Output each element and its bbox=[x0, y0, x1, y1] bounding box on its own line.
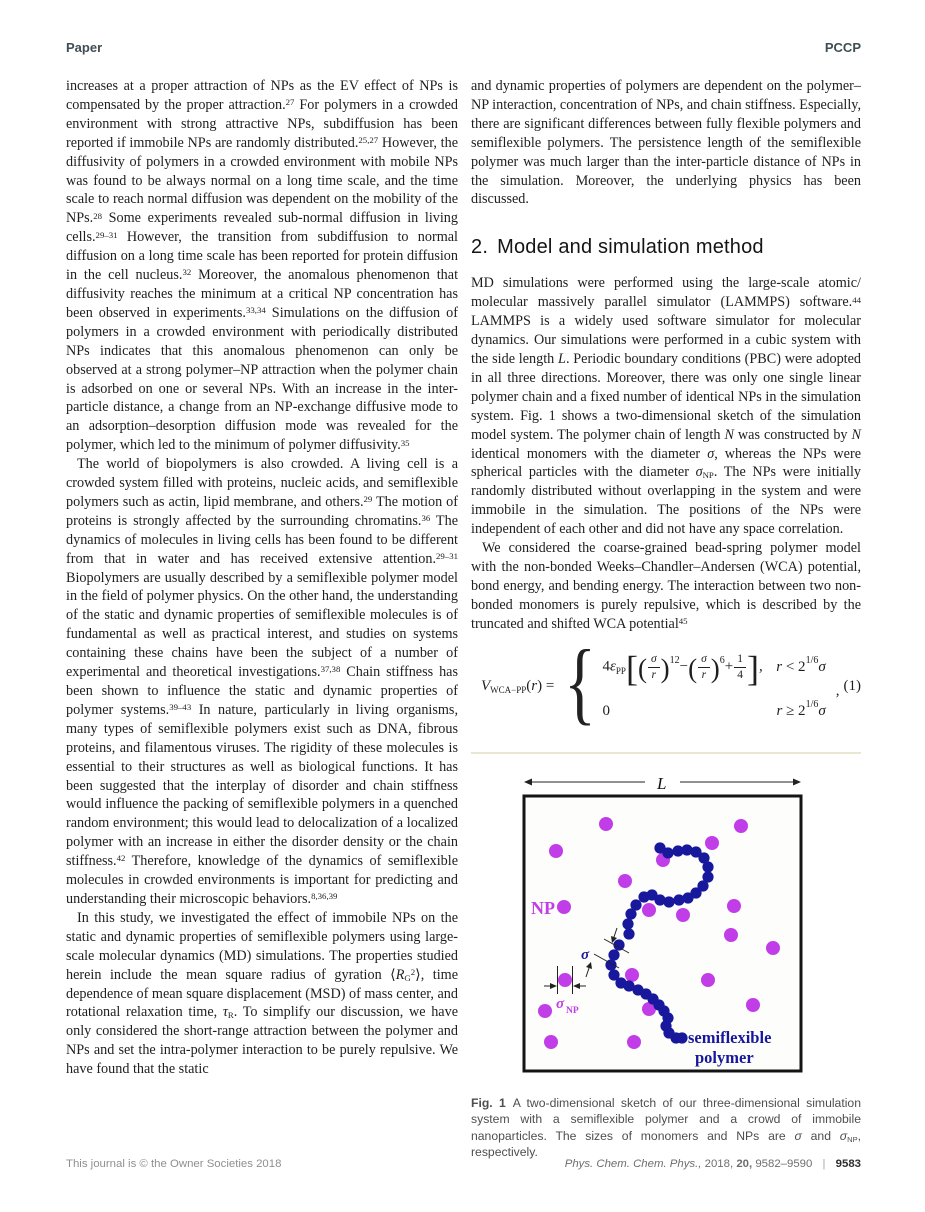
header-article-type: Paper bbox=[66, 40, 103, 55]
figure-caption-text: A two-dimensional sketch of our three-dimensional simulation system with a semiflexible polymer and a crowd of immobile nanoparticles. The sizes of monomers and NPs are σ and σNP, respectively. bbox=[471, 1096, 861, 1160]
equation-cases bbox=[602, 649, 836, 719]
sigma-label: σ bbox=[581, 947, 590, 964]
nanoparticle-dot bbox=[766, 941, 780, 955]
nanoparticle-dot bbox=[558, 973, 572, 987]
footer-page-number: 9583 bbox=[835, 1158, 861, 1170]
footer-volume: 20, bbox=[736, 1158, 753, 1170]
nanoparticle-dot bbox=[676, 908, 690, 922]
nanoparticle-dot bbox=[746, 998, 760, 1012]
nanoparticle-dot bbox=[627, 1035, 641, 1049]
nanoparticle-dot bbox=[538, 1004, 552, 1018]
figure-svg bbox=[519, 768, 811, 1080]
paragraph: In this study, we investigated the effect of immobile NPs on the static and dynamic properties of semiflexible polymers using large-scale molecular dynamics (MD) simulations. The properties studied herein include the mean square radius of gyration $⟨RG^2⟩$, time dependence of mean square displacement (MSD) of mass center, and rotational relaxation time, τR. To simplify our discussion, we have only considered the short-range attraction between the polymer and NPs and set the intra-polymer interaction to be purely repulsive. We have found that the static bbox=[66, 909, 458, 1078]
section-title: Model and simulation method bbox=[497, 236, 764, 259]
polymer-bead bbox=[623, 928, 634, 939]
equation-lhs: $V_{WCA-PP}(r)$ = bbox=[481, 678, 555, 696]
equation-1 bbox=[471, 630, 861, 736]
polymer-bead bbox=[673, 894, 684, 905]
nanoparticle-dot bbox=[734, 819, 748, 833]
nanoparticle-dot bbox=[724, 928, 738, 942]
nanoparticle-dot bbox=[701, 973, 715, 987]
footer-year: 2018, bbox=[704, 1158, 734, 1170]
case2-condition: $r \ge 2^{1/6}\sigma$ bbox=[776, 698, 826, 719]
equation-case-1 bbox=[602, 649, 836, 690]
figure-caption-tag: Fig. 1 bbox=[471, 1096, 506, 1111]
np-label: NP bbox=[531, 898, 555, 919]
sigma-np-subscript: NP bbox=[566, 1006, 579, 1017]
polymer-bead bbox=[625, 908, 636, 919]
two-column-body bbox=[66, 77, 861, 1161]
footer-copyright: This journal is © the Owner Societies 2018 bbox=[66, 1158, 282, 1170]
figure-1 bbox=[519, 768, 811, 1085]
sigma-np-label: σ bbox=[556, 996, 565, 1013]
polymer-bead bbox=[662, 847, 673, 858]
case2-expression: 0 bbox=[602, 702, 610, 719]
svg-text:polymer: polymer bbox=[695, 1048, 754, 1068]
paragraph: increases at a proper attraction of NPs as the EV effect of NPs is compensated by the proper attraction.$^{27}$ For polymers in a crowded environment with strong attractive NPs, subdiffusion has been reported if immobile NPs are randomly distributed.$^{25,27}$ However, the diffusivity of polymers in a crowded environment with mobile NPs was found to be always normal on a long time scale, and the time scale to reach normal diffusion was dependent on the mobility of the NPs.$^{28}$ Some experiments revealed sub-normal diffusion in living cells.$^{29-31}$ However, the transition from subdiffusion to normal diffusion on a long time scale has been reported for protein diffusion in the cell nucleus.$^{32}$ Moreover, the anomalous phenomenon that diffusivity reaches the minimum at a critical NP concentration has been observed in experiments.$^{33,34}$ Simulations on the diffusion of polymers in a crowded environment with periodically distributed NPs indicates that this anomalous phenomenon can only be observed at a strong polymer–NP attraction when the polymer chain is adsorbed on one or several NPs. With an increase in the inter-particle distance, a change from an NP-exchange diffusive mode to an adsorption–desorption diffusion mode was revealed for the polymer, which led to the minimum of polymer diffusivity.$^{35}$ bbox=[66, 78, 459, 454]
arrowhead-left-icon bbox=[524, 779, 532, 786]
case1-condition: $r < 2^{1/6}\sigma$ bbox=[776, 655, 826, 676]
figure-caption bbox=[471, 1095, 861, 1161]
dimension-line-L bbox=[524, 774, 801, 793]
right-column bbox=[471, 77, 861, 1161]
arrowhead-right-icon bbox=[793, 779, 801, 786]
equation-brace: { bbox=[564, 630, 597, 733]
case1-expression: $4\varepsilon_{PP}$[( $\frac{\sigma}{r}$ )$^{12}$−( $\frac{\sigma}{r}$ )$^6$+ $\frac{1}{4}$ ], bbox=[602, 649, 763, 690]
polymer-bead bbox=[676, 1032, 687, 1043]
footer-pages: 9582–9590 bbox=[755, 1158, 813, 1170]
page-footer bbox=[66, 1158, 861, 1170]
footer-journal-name: Phys. Chem. Chem. Phys., bbox=[564, 1158, 702, 1170]
nanoparticle-dot bbox=[544, 1035, 558, 1049]
polymer-bead bbox=[622, 918, 633, 929]
equation-case-2 bbox=[602, 698, 836, 720]
nanoparticle-dot bbox=[727, 899, 741, 913]
polymer-bead bbox=[702, 861, 713, 872]
nanoparticle-dot bbox=[557, 900, 571, 914]
page-header bbox=[66, 40, 861, 55]
nanoparticle-dot bbox=[599, 817, 613, 831]
paragraph: MD simulations were performed using the large-scale atomic/ molecular massively parallel simulator (LAMMPS) software.$^{44}$ LAMMPS is a widely used software simulator for molecular dynamics. Our simulations were performed in a cubic system with the side length L. Periodic boundary conditions (PBC) were adopted in all three directions. Moreover, there was only one single linear polymer chain and a fixed number of identical NPs in the simulation system. Fig. 1 shows a two-dimensional sketch of the simulation model system. The polymer chain of length N was constructed by N identical monomers with the diameter σ, whereas the NPs were spherical particles with the diameter σNP. The NPs were initially randomly distributed without overlapping in the system and were immobile in the simulation. The positions of the NPs were independent of each other and did not have any space correlation. bbox=[471, 275, 861, 538]
paragraph: and dynamic properties of polymers are dependent on the polymer–NP interaction, concentration of NPs, and chain stiffness. Especially, there are significant differences between fully flexible polymers and semiflexible polymers. The persistence length of the semiflexible polymer was much larger than the inter-particle distance of NPs in the simulation. Moreover, the underlying physics has been discussed. bbox=[471, 78, 861, 208]
nanoparticle-dot bbox=[705, 836, 719, 850]
equation-comma: , bbox=[835, 683, 840, 700]
nanoparticle-dot bbox=[549, 844, 563, 858]
paragraph: The world of biopolymers is also crowded. A living cell is a crowded system filled with proteins, nucleic acids, and semiflexible polymers such as actin, lipid membrane, and others.$^{29}$ The motion of proteins is strongly affected by the surrounding chromatins.$^{36}$ The dynamics of molecules in living cells has been found to be different from that in water and has received extensive attention.$^{29-31}$ Biopolymers are usually described by a semiflexible polymer model in the field of polymer physics. On the other hand, the understanding of the static and dynamic properties of semiflexible molecules is of fundamental as well as practical interest, and studies on systems containing these chains have been the subject of a number of experimental and theoretical investigations.$^{37,38}$ Chain stiffness has been shown to influence the static and dynamic properties of polymer systems.$^{39-43}$ In nature, particularly in living organisms, many types of semiflexible polymers exist such as DNA, fibrous proteins, and filamentous viruses. The rigidity of these molecules is essential to their structures as well as biological functions. It has been suggested that the interplay of disorder and chain stiffness would influence the packing of semiflexible polymers in a quenched random environment; this would lead to delocalization of a localized polymer with an increase in either the disorder density or the chain stiffness.$^{42}$ Therefore, knowledge of the dynamics of semiflexible molecules in crowded environments is important for predicting and understanding their microscopic behaviors.$^{8,36,39}$ bbox=[66, 456, 458, 907]
section-divider-rule bbox=[471, 752, 861, 755]
left-column bbox=[66, 77, 458, 1161]
polymer-bead bbox=[638, 891, 649, 902]
header-journal-abbr: PCCP bbox=[824, 40, 861, 55]
equation-number: (1) bbox=[843, 678, 861, 695]
footer-separator: | bbox=[822, 1158, 826, 1170]
paragraph: We considered the coarse-grained bead-spring polymer model with the non-bonded Weeks–Chandler–Andersen (WCA) potential, bond energy, and bending energy. The interaction between two non-bonded monomers is purely repulsive, which is described by the truncated and shifted WCA potential$^{45}$ bbox=[471, 540, 861, 632]
nanoparticle-dot bbox=[642, 903, 656, 917]
svg-text:semiflexible: semiflexible bbox=[688, 1028, 772, 1048]
polymer-bead bbox=[608, 949, 619, 960]
footer-citation bbox=[565, 1158, 861, 1170]
nanoparticle-dot bbox=[618, 874, 632, 888]
box-size-label: L bbox=[657, 774, 667, 794]
section-number: 2. bbox=[471, 236, 489, 259]
section-heading bbox=[471, 236, 861, 259]
nanoparticle-dot bbox=[625, 968, 639, 982]
